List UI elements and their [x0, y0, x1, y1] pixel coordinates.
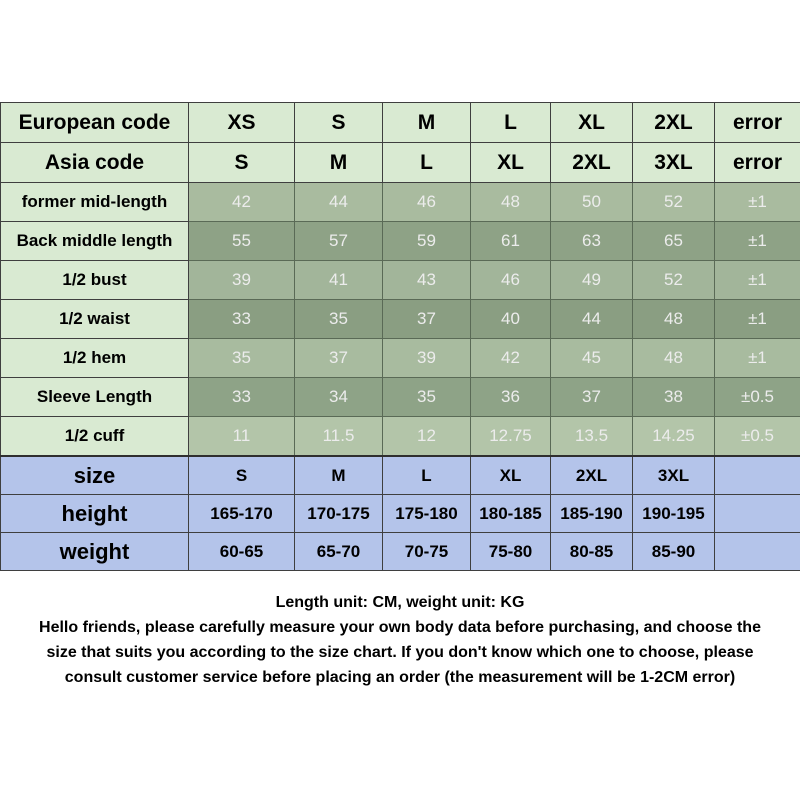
error-header-cell: error: [715, 103, 800, 143]
body-value: 60-65: [189, 533, 295, 571]
measurement-value: 33: [189, 300, 295, 339]
measurement-value: 37: [551, 378, 633, 417]
measurement-value: 45: [551, 339, 633, 378]
measurement-value: 39: [189, 261, 295, 300]
measurement-value: 48: [633, 300, 715, 339]
measurement-value: 35: [295, 300, 383, 339]
body-value: 165-170: [189, 495, 295, 533]
body-value: 175-180: [383, 495, 471, 533]
body-value: 3XL: [633, 456, 715, 495]
measurement-value: 42: [471, 339, 551, 378]
body-value: 185-190: [551, 495, 633, 533]
measurement-label: 1/2 hem: [1, 339, 189, 378]
notes: [0, 590, 800, 690]
measurement-row: [1, 378, 800, 417]
tolerance-cell: ±1: [715, 222, 800, 261]
measurement-value: 33: [189, 378, 295, 417]
size-code-cell: L: [471, 103, 551, 143]
body-value: [715, 495, 800, 533]
measurement-row: [1, 339, 800, 378]
body-value: 170-175: [295, 495, 383, 533]
tolerance-cell: ±1: [715, 183, 800, 222]
measurement-value: 59: [383, 222, 471, 261]
size-code-cell: M: [383, 103, 471, 143]
size-code-cell: XL: [551, 103, 633, 143]
tolerance-cell: ±1: [715, 339, 800, 378]
measurement-value: 37: [295, 339, 383, 378]
measurement-label: former mid-length: [1, 183, 189, 222]
tolerance-cell: ±0.5: [715, 378, 800, 417]
measurement-label: 1/2 cuff: [1, 417, 189, 457]
measurement-value: 12: [383, 417, 471, 457]
measurement-row: [1, 417, 800, 457]
size-code-cell: S: [189, 143, 295, 183]
measurement-value: 50: [551, 183, 633, 222]
measurement-value: 48: [471, 183, 551, 222]
asia-code-row: [1, 143, 800, 183]
measurement-label: Back middle length: [1, 222, 189, 261]
measurement-value: 13.5: [551, 417, 633, 457]
measurement-value: 63: [551, 222, 633, 261]
body-row: [1, 456, 800, 495]
measurement-value: 44: [295, 183, 383, 222]
units-note: Length unit: CM, weight unit: KG: [275, 594, 525, 611]
measurement-value: 14.25: [633, 417, 715, 457]
body-value: 2XL: [551, 456, 633, 495]
measurement-value: 39: [383, 339, 471, 378]
body-value: 80-85: [551, 533, 633, 571]
measurement-value: 34: [295, 378, 383, 417]
size-code-cell: XL: [471, 143, 551, 183]
size-code-cell: 3XL: [633, 143, 715, 183]
measurement-value: 61: [471, 222, 551, 261]
european-code-row: [1, 103, 800, 143]
body-row: [1, 533, 800, 571]
body-value: 70-75: [383, 533, 471, 571]
measurement-value: 43: [383, 261, 471, 300]
size-code-cell: 2XL: [551, 143, 633, 183]
measurement-value: 38: [633, 378, 715, 417]
row-label: European code: [1, 103, 189, 143]
measurement-value: 37: [383, 300, 471, 339]
body-value: 180-185: [471, 495, 551, 533]
row-label: Asia code: [1, 143, 189, 183]
body-value: 75-80: [471, 533, 551, 571]
body-value: M: [295, 456, 383, 495]
measurement-value: 49: [551, 261, 633, 300]
measurement-value: 36: [471, 378, 551, 417]
body-value: L: [383, 456, 471, 495]
size-code-cell: XS: [189, 103, 295, 143]
body-row: [1, 495, 800, 533]
measurement-value: 40: [471, 300, 551, 339]
body-label: height: [1, 495, 189, 533]
measurement-value: 35: [383, 378, 471, 417]
measurement-row: [1, 300, 800, 339]
size-chart: [0, 102, 800, 571]
measurement-value: 42: [189, 183, 295, 222]
body-value: S: [189, 456, 295, 495]
measurement-value: 12.75: [471, 417, 551, 457]
size-code-cell: M: [295, 143, 383, 183]
measurement-value: 52: [633, 261, 715, 300]
measurement-value: 11.5: [295, 417, 383, 457]
measurement-value: 57: [295, 222, 383, 261]
body-value: [715, 533, 800, 571]
measurement-value: 55: [189, 222, 295, 261]
measurement-label: 1/2 waist: [1, 300, 189, 339]
size-code-cell: S: [295, 103, 383, 143]
instruction-line: consult customer service before placing an order (the measurement will be 1-2CM error): [64, 669, 736, 686]
size-code-cell: 2XL: [633, 103, 715, 143]
body-label: size: [1, 456, 189, 495]
measurement-value: 44: [551, 300, 633, 339]
tolerance-cell: ±1: [715, 261, 800, 300]
body-value: 190-195: [633, 495, 715, 533]
measurement-value: 65: [633, 222, 715, 261]
measurement-row: [1, 222, 800, 261]
body-value: [715, 456, 800, 495]
body-value: 65-70: [295, 533, 383, 571]
size-code-cell: L: [383, 143, 471, 183]
instruction-line: size that suits you according to the size chart. If you don't know which one to choose, please: [46, 644, 754, 661]
measurement-label: 1/2 bust: [1, 261, 189, 300]
measurement-row: [1, 261, 800, 300]
measurement-value: 11: [189, 417, 295, 457]
measurement-value: 46: [471, 261, 551, 300]
error-header-cell: error: [715, 143, 800, 183]
measurement-label: Sleeve Length: [1, 378, 189, 417]
measurement-row: [1, 183, 800, 222]
measurement-value: 41: [295, 261, 383, 300]
instruction-line: Hello friends, please carefully measure your own body data before purchasing, and choose the: [39, 619, 761, 636]
tolerance-cell: ±1: [715, 300, 800, 339]
measurement-value: 35: [189, 339, 295, 378]
size-chart-table: [0, 102, 800, 571]
measurement-value: 48: [633, 339, 715, 378]
body-value: 85-90: [633, 533, 715, 571]
body-label: weight: [1, 533, 189, 571]
body-value: XL: [471, 456, 551, 495]
measurement-value: 46: [383, 183, 471, 222]
measurement-value: 52: [633, 183, 715, 222]
tolerance-cell: ±0.5: [715, 417, 800, 457]
